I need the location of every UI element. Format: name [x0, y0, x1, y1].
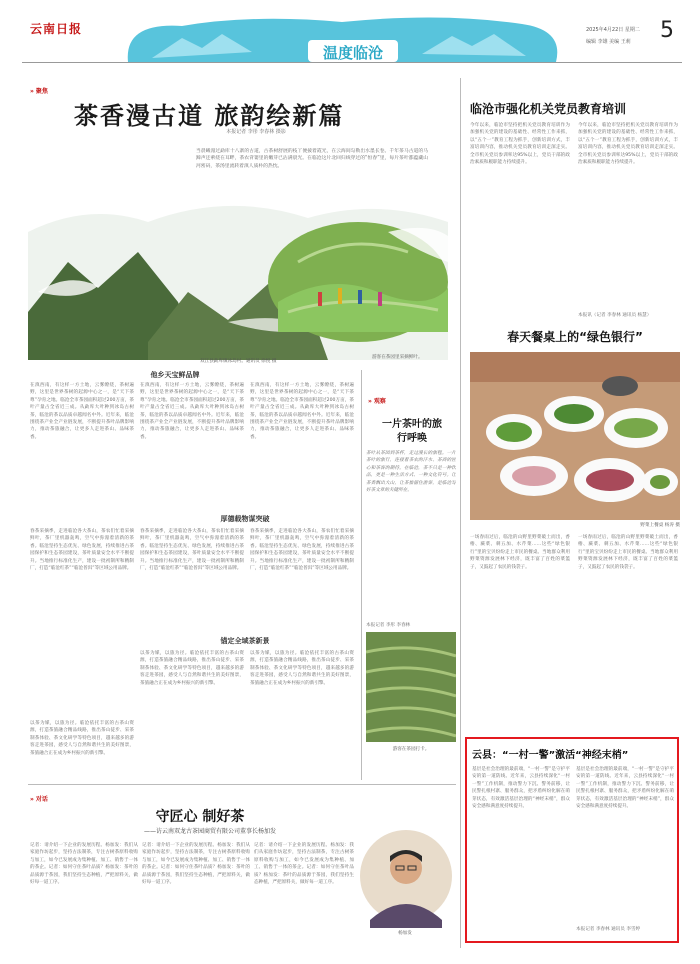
right-top-body-col-2: 今年以来，临沧市坚持把机关党员教育培训作为加强机关党的建设的基础性、经常性工作来抓，以“五个一”教育工程为抓手，创新培训方式，丰富培训内容，推动机关党员教育培训走深走实。全市机关党员参训率达95%以上，党员干部的政治素质和履职能力持续提升。	[578, 123, 678, 166]
right-top-title: 临沧市强化机关党员教育培训	[470, 102, 627, 116]
section-feature: » 聚焦	[30, 86, 48, 95]
interview-title: 守匠心 制好茶	[155, 809, 245, 825]
boxed-story-body-col-2: 基层是社会治理的最前端，“一村一警”是守护平安的第一道防线。近年来，云县持续深化“一村一警”工作机制，推动警力下沉、警务前移，让民警扎根村寨、服务群众，把矛盾纠纷化解在萌芽状态，有效激活基层治理的“神经末梢”，群众安全感和满意度持续提升。	[576, 767, 674, 810]
page-editor: 编辑 李雄 美编 王莉	[586, 39, 631, 45]
lead-byline: 本报记者 李彤 李春林 摄影	[226, 129, 286, 135]
lead-body-col-1: 在滇西南，有这样一方土地，云雾缭绕，茶树遍野，这里是世界茶树的起源中心之一，是“天下茶尊”孕育之地。临沧全市茶园面积超过200万亩，茶叶产量占全省近三成。从勐库大叶种到冰岛古树茶，临沧的茶以品质卓越闻名中外。近年来，临沧围绕茶产业全产业链发展，不断提升茶叶品牌影响力，推动茶旅融合，让更多人走进茶山、品味茶香。	[30, 383, 134, 440]
page-number: 5	[660, 18, 674, 43]
masthead-rule	[22, 62, 682, 63]
column-photo	[366, 632, 456, 742]
lead-body-col-5: 春茶采摘季，走进临沧各大茶山，茶农们忙着采摘鲜叶，茶厂里机器轰鸣，空气中弥漫着清新的茶香。临沧坚持生态优先、绿色发展，持续推进古茶园保护和生态茶园建设，茶叶质量安全水平不断提升。当地推行标准化生产，建设一批初制所和精制厂，打造“临沧红茶”“临沧普洱”等区域公用品牌。	[140, 529, 244, 572]
spring-title: 春天餐桌上的“绿色银行”	[507, 330, 643, 344]
interview-body-col-3: 记者：请介绍一下企业的发展历程。杨加发：我们从家庭作坊起步，坚持古法制茶，专注古树茶原料收购与加工，如今已发展成为集种植、加工、销售于一体的茶企。记者：如何守住茶叶品质？杨加发：茶叶的品质源于茶园，我们坚持生态种植，严把原料关，做好每一道工序。	[254, 843, 354, 886]
lead-photo-caption-left: 双江县勐库镇冰岛村。通讯员 徐悦 摄	[200, 359, 277, 364]
right-top-byline: 本报讯（记者 李春林 通讯员 杨慧）	[578, 313, 652, 318]
interview-body-col-1: 记者：请介绍一下企业的发展历程。杨加发：我们从家庭作坊起步，坚持古法制茶，专注古树茶原料收购与加工，如今已发展成为集种植、加工、销售于一体的茶企。记者：如何守住茶叶品质？杨加发：茶叶的品质源于茶园，我们坚持生态种植，严把原料关，做好每一道工序。	[30, 843, 138, 886]
spring-photo	[470, 352, 680, 520]
column-photo-caption: 游客在茶园打卡。	[392, 747, 430, 752]
lead-body-col-6: 春茶采摘季，走进临沧各大茶山，茶农们忙着采摘鲜叶，茶厂里机器轰鸣，空气中弥漫着清新的茶香。临沧坚持生态优先、绿色发展，持续推进古茶园保护和生态茶园建设，茶叶质量安全水平不断提升。当地推行标准化生产，建设一批初制所和精制厂，打造“临沧红茶”“临沧普洱”等区域公用品牌。	[250, 529, 354, 572]
interview-body-col-2: 记者：请介绍一下企业的发展历程。杨加发：我们从家庭作坊起步，坚持古法制茶，专注古树茶原料收购与加工，如今已发展成为集种植、加工、销售于一体的茶企。记者：如何守住茶叶品质？杨加发：茶叶的品质源于茶园，我们坚持生态种植，严把原料关，做好每一道工序。	[142, 843, 250, 886]
lead-body-col-7: 以茶为媒，以旅为径。临沧依托丰富的古茶山资源，打造茶旅融合精品线路，推出茶山徒步、采茶制茶体验、茶文化研学等特色项目，越来越多的游客走进茶园，感受人与自然和谐共生的美好图景，茶旅融合正在成为乡村振兴的新引擎。	[140, 651, 244, 686]
lead-subhead-2: 厚德载物谋突破	[220, 515, 270, 523]
right-divider	[460, 78, 461, 948]
issue-date: 2025年4月22日 星期二	[586, 27, 640, 33]
spring-body-col-2: 一场春雨过后，临沧的山野里野菜破土而出，香椿、蕨菜、刺五加、水芹菜……这些“绿色银行”里的宝贝纷纷走上市民的餐桌。当地群众利用野菜资源发展林下经济，既丰富了百姓的菜篮子，又鼓起了农民的钱袋子。	[578, 535, 678, 570]
column-title: 一片茶叶的旅行呼唤	[382, 419, 442, 444]
boxed-story-byline: 本报记者 李春林 通讯员 李雪婷	[576, 927, 641, 932]
lead-body-col-3: 在滇西南，有这样一方土地，云雾缭绕，茶树遍野，这里是世界茶树的起源中心之一，是“天下茶尊”孕育之地。临沧全市茶园面积超过200万亩，茶叶产量占全省近三成。从勐库大叶种到冰岛古树茶，临沧的茶以品质卓越闻名中外。近年来，临沧围绕茶产业全产业链发展，不断提升茶叶品牌影响力，推动茶旅融合，让更多人走进茶山、品味茶香。	[250, 383, 354, 440]
spring-photo-caption: 野菜上餐桌 杨涛 摄	[640, 523, 680, 528]
section-viewpoint: » 观察	[368, 396, 386, 405]
lead-subhead-3: 锚定全域茶新景	[220, 637, 270, 645]
lead-photo-caption-right: 游客在茶园里采摘鲜叶。	[372, 355, 423, 360]
interview-portrait	[358, 824, 454, 928]
column-body: 茶叶从茶园到茶杯，走过漫长的旅程。一片茶叶的旅行，连接着茶农的汗水、茶商的匠心和茶客的期待。在临沧，茶不只是一种饮品，更是一种生活方式、一种文化符号。让茶香飘出大山，让茶旅留住游客，是临沧写好茶文章的关键所在。	[366, 451, 456, 494]
lead-hero-image	[28, 192, 448, 360]
interview-subtitle: ——访云南双龙古茶园商贸有限公司董事长杨加发	[143, 828, 276, 835]
banner-title: 温度临沧	[322, 44, 383, 62]
right-top-body-col-1: 今年以来，临沧市坚持把机关党员教育培训作为加强机关党的建设的基础性、经常性工作来抓，以“五个一”教育工程为抓手，创新培训方式，丰富培训内容，推动机关党员教育培训走深走实。全市机关党员参训率达95%以上，党员干部的政治素质和履职能力持续提升。	[470, 123, 570, 166]
column-divider	[361, 370, 362, 780]
spring-body-col-1: 一场春雨过后，临沧的山野里野菜破土而出，香椿、蕨菜、刺五加、水芹菜……这些“绿色银行”里的宝贝纷纷走上市民的餐桌。当地群众利用野菜资源发展林下经济，既丰富了百姓的菜篮子，又鼓起了农民的钱袋子。	[470, 535, 570, 570]
lead-body-col-4: 春茶采摘季，走进临沧各大茶山，茶农们忙着采摘鲜叶，茶厂里机器轰鸣，空气中弥漫着清新的茶香。临沧坚持生态优先、绿色发展，持续推进古茶园保护和生态茶园建设，茶叶质量安全水平不断提升。当地推行标准化生产，建设一批初制所和精制厂，打造“临沧红茶”“临沧普洱”等区域公用品牌。	[30, 529, 134, 572]
section-dialogue: » 对话	[30, 794, 48, 803]
lead-body-col-2: 在滇西南，有这样一方土地，云雾缭绕，茶树遍野，这里是世界茶树的起源中心之一，是“天下茶尊”孕育之地。临沧全市茶园面积超过200万亩，茶叶产量占全省近三成。从勐库大叶种到冰岛古树茶，临沧的茶以品质卓越闻名中外。近年来，临沧围绕茶产业全产业链发展，不断提升茶叶品牌影响力，推动茶旅融合，让更多人走进茶山、品味茶香。	[140, 383, 244, 440]
boxed-story-body-col-1: 基层是社会治理的最前端，“一村一警”是守护平安的第一道防线。近年来，云县持续深化“一村一警”工作机制，推动警力下沉、警务前移，让民警扎根村寨、服务群众，把矛盾纠纷化解在萌芽状态，有效激活基层治理的“神经末梢”，群众安全感和满意度持续提升。	[472, 767, 570, 810]
lead-intro: 当晨曦漫过勐库十八寨的古道，古茶树舒展的枝丫便披着霞光，在云海间勾勒出水墨长卷。千年茶马古道的马蹄声还萦绕在耳畔，茶农背篓里的嫩芽已沾满晨光。在临沧这片北回归线穿过的“恒春”里，每片茶叶都蕴藏山河密码，茶汤里流转着滇人质朴的热忱。	[196, 149, 428, 169]
interview-photo-caption: 杨加发	[398, 931, 412, 936]
lead-title: 茶香漫古道 旅韵绘新篇	[74, 102, 345, 130]
boxed-story-title: 云县：“一村一警”激活“神经末梢”	[472, 750, 629, 761]
interview-rule	[28, 784, 456, 785]
lead-subhead-1: 他乡天宝鲜品牌	[150, 371, 200, 379]
lead-body-col-8: 以茶为媒，以旅为径。临沧依托丰富的古茶山资源，打造茶旅融合精品线路，推出茶山徒步、采茶制茶体验、茶文化研学等特色项目，越来越多的游客走进茶园，感受人与自然和谐共生的美好图景，茶旅融合正在成为乡村振兴的新引擎。	[250, 651, 354, 686]
column-byline: 本报记者 李彤 李春林	[366, 623, 411, 628]
lead-body-col-9: 以茶为媒，以旅为径。临沧依托丰富的古茶山资源，打造茶旅融合精品线路，推出茶山徒步、采茶制茶体验、茶文化研学等特色项目，越来越多的游客走进茶园，感受人与自然和谐共生的美好图景，茶旅融合正在成为乡村振兴的新引擎。	[30, 721, 134, 756]
masthead-logo: 云南日报	[30, 22, 83, 36]
